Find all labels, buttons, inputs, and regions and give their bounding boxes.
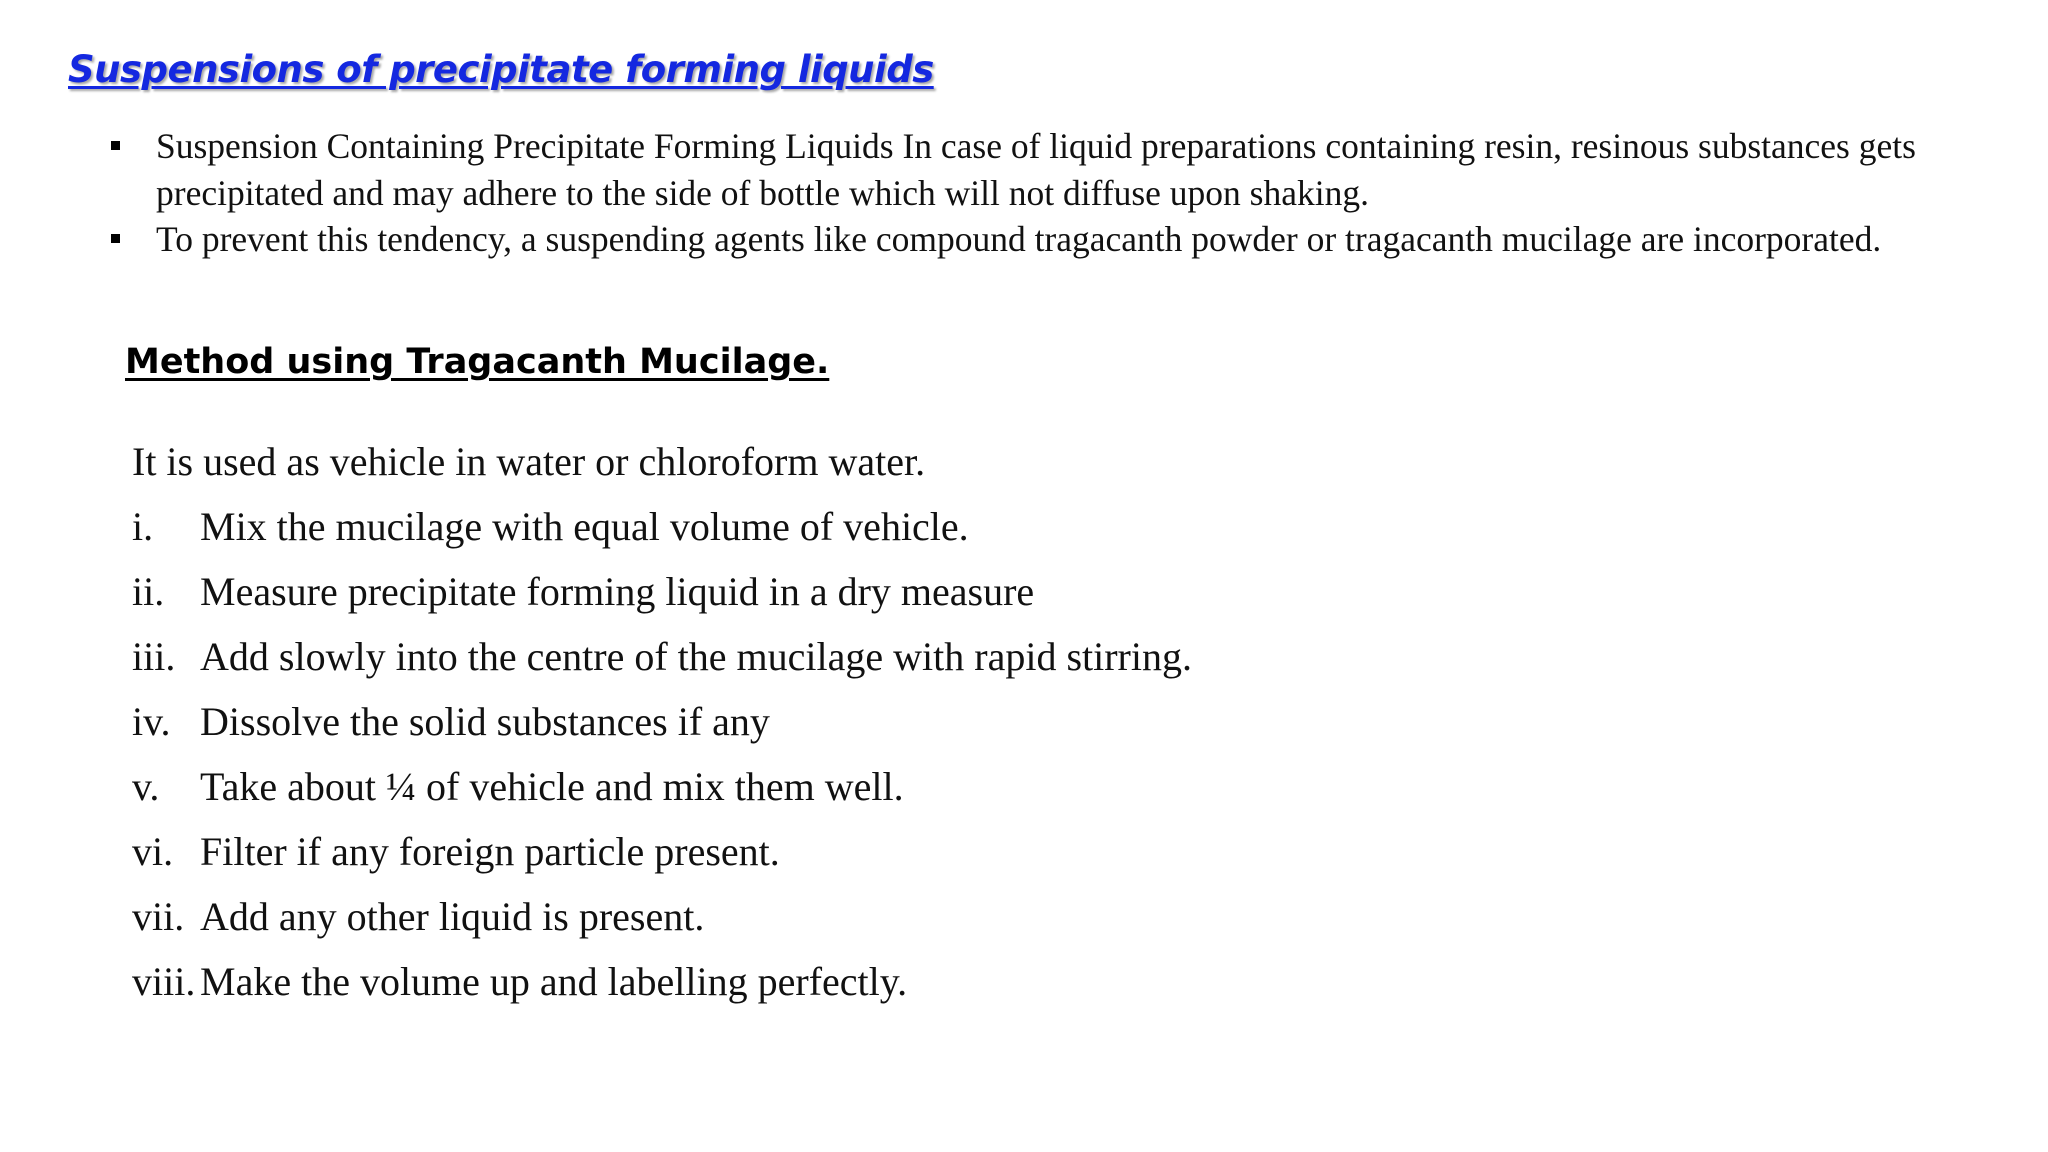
method-heading: Method using Tragacanth Mucilage. xyxy=(125,342,830,382)
step-text: Make the volume up and labelling perfectly. xyxy=(200,959,908,1004)
step-text: Measure precipitate forming liquid in a dry measure xyxy=(200,569,1035,614)
square-bullet-icon xyxy=(111,141,120,150)
step-text: Take about ¼ of vehicle and mix them well. xyxy=(200,764,904,809)
step-text: Filter if any foreign particle present. xyxy=(200,829,780,874)
step-text: Add any other liquid is present. xyxy=(200,894,705,939)
method-intro: It is used as vehicle in water or chloroform water. xyxy=(132,439,926,484)
method-steps-list xyxy=(132,502,1192,1022)
step-number: vi. xyxy=(132,829,174,874)
bullet-list xyxy=(108,123,1928,263)
step-item xyxy=(132,697,1192,762)
step-number: ii. xyxy=(132,569,165,614)
step-text: Dissolve the solid substances if any xyxy=(200,699,770,744)
bullet-item xyxy=(108,216,1928,263)
step-item xyxy=(132,892,1192,957)
step-text: Add slowly into the centre of the mucilage with rapid stirring. xyxy=(200,634,1192,679)
step-item xyxy=(132,957,1192,1022)
square-bullet-icon xyxy=(111,234,120,243)
step-item xyxy=(132,567,1192,632)
step-item xyxy=(132,762,1192,827)
step-item xyxy=(132,632,1192,697)
step-number: v. xyxy=(132,764,160,809)
bullet-text: Suspension Containing Precipitate Forming Liquids In case of liquid preparations containing resin, resinous substances gets precipitated and may adhere to the side of bottle which will not diffuse upon shaking. xyxy=(156,126,1916,213)
step-item xyxy=(132,827,1192,892)
bullet-item xyxy=(108,123,1928,216)
step-number: iv. xyxy=(132,699,171,744)
step-number: iii. xyxy=(132,634,176,679)
step-number: i. xyxy=(132,504,154,549)
bullet-text: To prevent this tendency, a suspending agents like compound tragacanth powder or tragacanth mucilage are incorporated. xyxy=(156,219,1882,259)
step-number: viii. xyxy=(132,959,196,1004)
step-number: vii. xyxy=(132,894,185,939)
slide-title: Suspensions of precipitate forming liquids xyxy=(68,48,934,91)
step-item xyxy=(132,502,1192,567)
step-text: Mix the mucilage with equal volume of vehicle. xyxy=(200,504,969,549)
